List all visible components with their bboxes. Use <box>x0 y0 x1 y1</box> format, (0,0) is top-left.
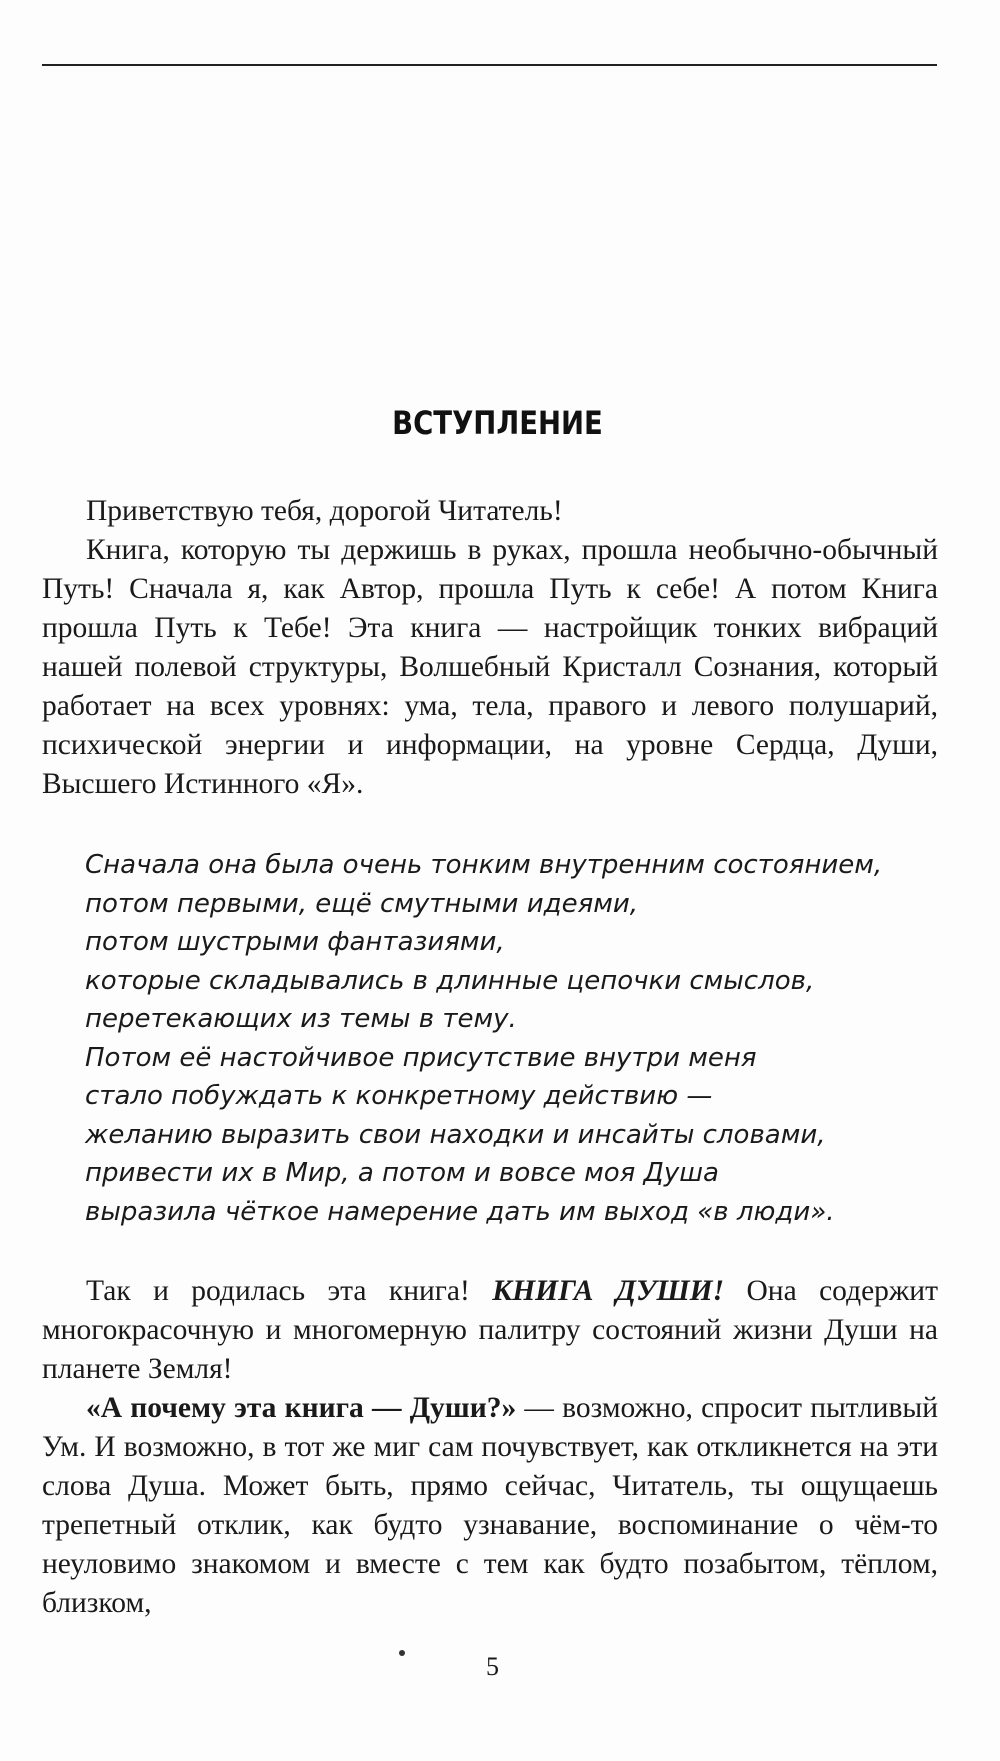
question-emphasis: «А почему эта книга — Души?» <box>86 1392 517 1424</box>
poem-line: которые складывались в длинные цепочки смыслов, <box>85 965 815 996</box>
page-number: 5 <box>486 1652 499 1681</box>
poem-line: Сначала она была очень тонким внутренним состоянием, <box>85 850 883 880</box>
born-end-text: Она содержит многокрасочную и многомерную палитру состояний жизни Души на планете Земля! <box>42 1275 938 1385</box>
intro-paragraph: Книга, которую ты держишь в руках, прошла необычно-обычный Путь! Сначала я, как Автор, прошла Путь к себе! А потом Книга прошла Путь к Тебе! Эта книга — настройщик тонких вибраций нашей полевой структуры, Волшебный Кристалл Сознания, который работает на всех уровнях: ума, тела, правого и левого полушарий, психической энергии и информации, на уровне Сердца, Души, Высшего Истинного «Я». <box>42 534 938 800</box>
question-paragraph <box>42 1389 938 1623</box>
poem-line: желанию выразить свои находки и инсайты словами, <box>85 1119 826 1150</box>
poem-line: выразила чёткое намерение дать им выход «в люди». <box>85 1196 835 1227</box>
intro-text-block <box>42 492 938 804</box>
poem-line: потом шустрыми фантазиями, <box>85 927 505 957</box>
book-title-emphasis: КНИГА ДУШИ! <box>492 1275 725 1307</box>
italic-poem <box>85 846 945 1231</box>
question-rest-text: — возможно, спросит пытливый Ум. И возможно, в тот же миг сам почувствует, как откликнется на эти слова Душа. Может быть, прямо сейчас, Читатель, ты ощущаешь трепетный отклик, как будто узнавание, воспоминание о чём-то неуловимо знакомом и вместе с тем как будто позабытом, тёплом, близком, <box>42 1392 939 1619</box>
poem-line: потом первыми, ещё смутными идеями, <box>85 888 639 919</box>
chapter-heading: ВСТУПЛЕНИЕ <box>392 404 603 442</box>
poem-line: привести их в Мир, а потом и вовсе моя Душа <box>85 1158 719 1188</box>
closing-text-block <box>42 1272 938 1623</box>
greeting-paragraph: Приветствую тебя, дорогой Читатель! <box>86 495 563 527</box>
poem-line: стало побуждать к конкретному действию — <box>85 1081 713 1111</box>
poem-line: перетекающих из темы в тему. <box>85 1004 517 1034</box>
poem-line: Потом её настойчивое присутствие внутри меня <box>85 1042 757 1073</box>
born-start-text: Так и родилась эта книга! <box>86 1275 493 1307</box>
book-born-paragraph <box>42 1272 938 1389</box>
header-rule <box>42 64 937 66</box>
